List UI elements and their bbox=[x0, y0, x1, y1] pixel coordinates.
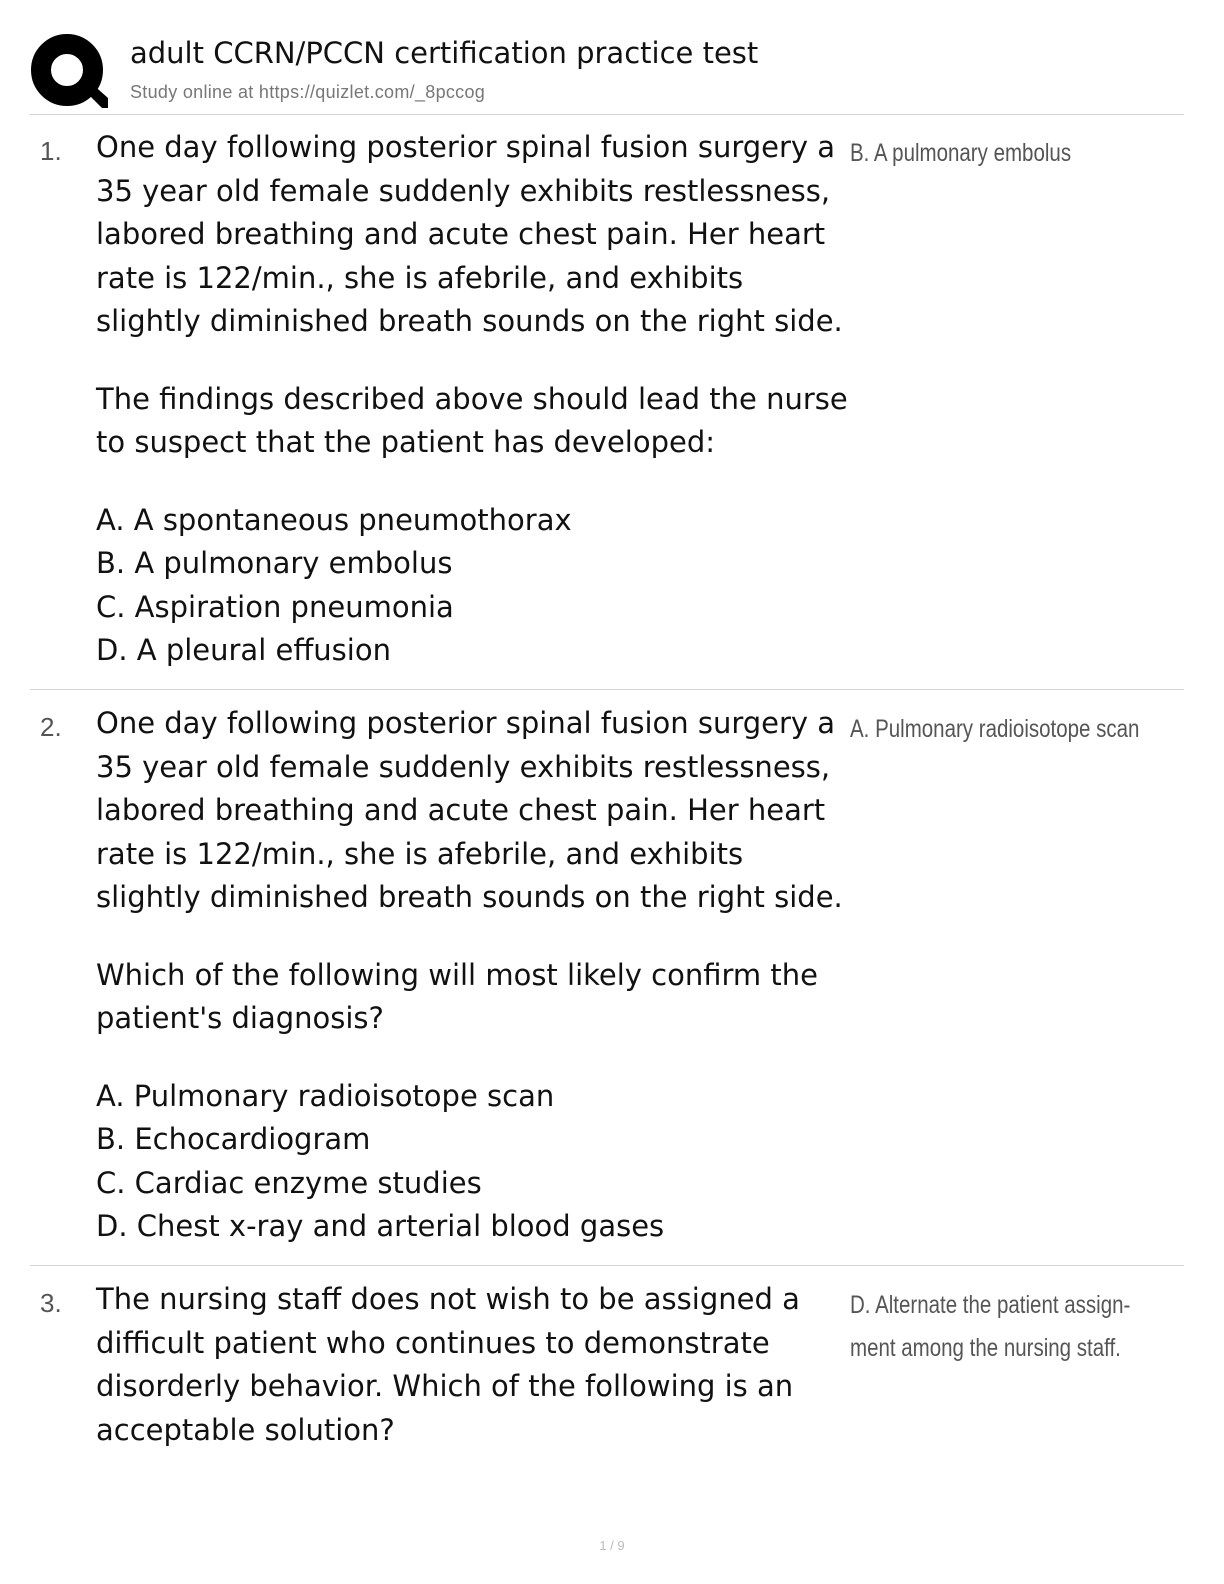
question-paragraph: The findings described above should lead the nurse to suspect that the patient has developed: bbox=[96, 381, 848, 459]
study-online-link[interactable]: Study online at https://quizlet.com/_8pccog bbox=[130, 82, 486, 102]
option-d: D. A pleural effusion bbox=[96, 633, 391, 667]
options-list bbox=[96, 1075, 856, 1249]
page-header bbox=[30, 28, 1184, 115]
card-number: 1. bbox=[40, 136, 62, 166]
flashcard-3 bbox=[30, 1280, 1184, 1480]
option-c: C. Aspiration pneumonia bbox=[96, 589, 454, 624]
question-text bbox=[96, 126, 856, 673]
option-a: A. Pulmonary radioisotope scan bbox=[96, 1078, 555, 1113]
option-c: C. Cardiac enzyme studies bbox=[96, 1165, 482, 1200]
option-a: A. A spontaneous pneumothorax bbox=[96, 502, 572, 537]
answer-text: B. A pulmonary embolus bbox=[850, 139, 1072, 167]
question-paragraph: Which of the following will most likely confirm the patient's diagnosis? bbox=[96, 957, 818, 1035]
question-text bbox=[96, 1278, 836, 1452]
card-number: 2. bbox=[40, 712, 62, 742]
option-b: B. A pulmonary embolus bbox=[96, 546, 453, 580]
question-paragraph: One day following posterior spinal fusion surgery a 35 year old female suddenly exhibits restlessness, labored breathing and acute chest pain. Her heart rate is 122/min., she is afebrile, and exhibits slightly diminished breath sounds on the right side. bbox=[96, 706, 843, 914]
question-paragraph: One day following posterior spinal fusion surgery a 35 year old female suddenly exhibits restlessness, labored breathing and acute chest pain. Her heart rate is 122/min., she is afebrile, and exhibits slightly diminished breath sounds on the right side. bbox=[96, 130, 843, 338]
answer-text: D. Alternate the patient assign-ment among the nursing staff. bbox=[850, 1291, 1131, 1362]
page-title: adult CCRN/PCCN certification practice test bbox=[130, 36, 759, 70]
question-text bbox=[96, 702, 856, 1249]
question-paragraph: The nursing staff does not wish to be assigned a difficult patient who continues to demonstrate disorderly behavior. Which of the following is an acceptable solution? bbox=[96, 1282, 800, 1447]
quizlet-logo-icon bbox=[30, 32, 108, 110]
page-number: 1 / 9 bbox=[599, 1538, 625, 1553]
answer-text: A. Pulmonary radioisotope scan bbox=[850, 715, 1140, 743]
options-list bbox=[96, 499, 856, 673]
option-b: B. Echocardiogram bbox=[96, 1122, 371, 1156]
flashcard-2 bbox=[30, 704, 1184, 1266]
option-d: D. Chest x-ray and arterial blood gases bbox=[96, 1209, 665, 1243]
card-number: 3. bbox=[40, 1288, 62, 1318]
flashcard-1 bbox=[30, 128, 1184, 690]
